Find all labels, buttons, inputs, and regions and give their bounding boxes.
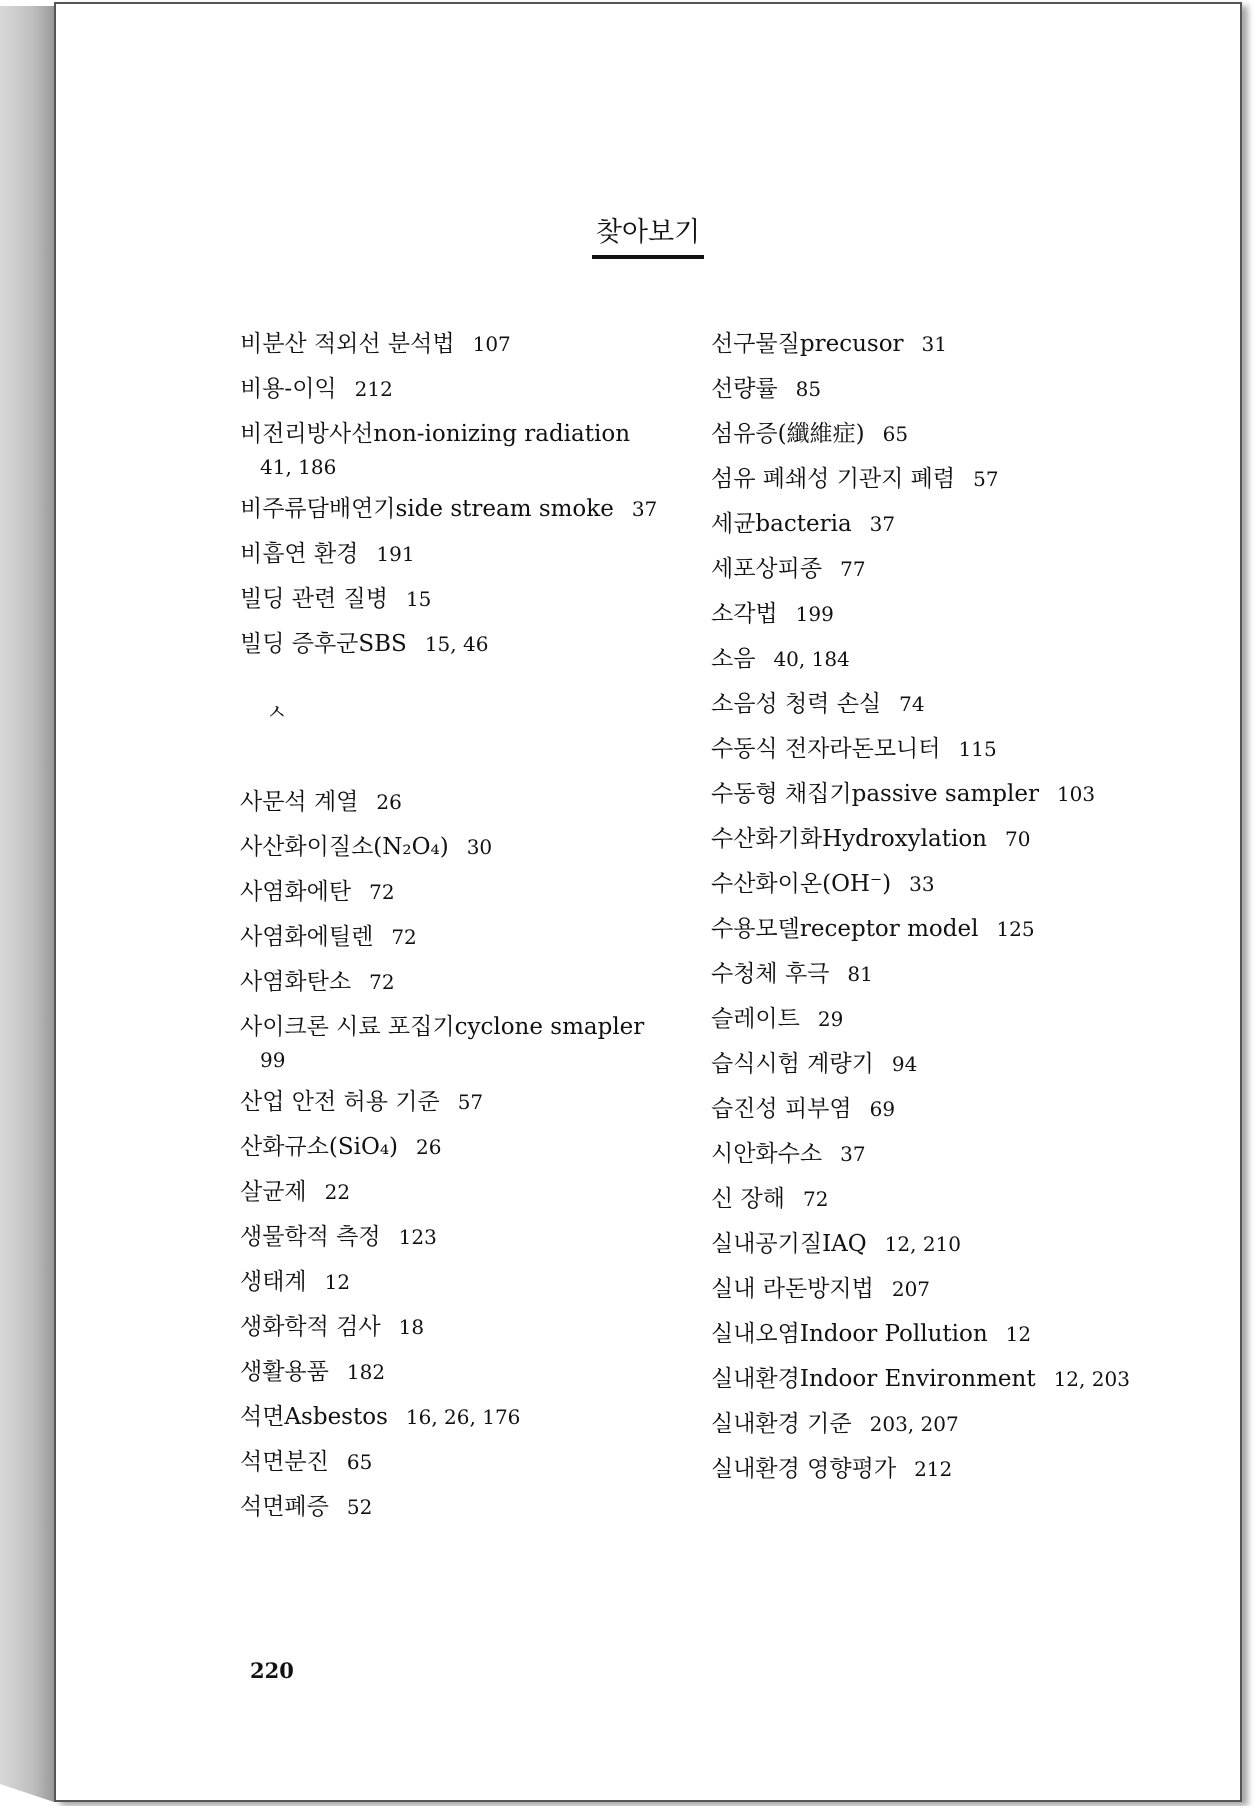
entry-term: 실내환경Indoor Environment xyxy=(711,1366,1036,1392)
left-column xyxy=(240,322,740,1530)
index-entry xyxy=(240,1395,740,1440)
entry-term: 슬레이트 xyxy=(711,1006,800,1032)
index-entry xyxy=(240,780,740,825)
entry-term: 생화학적 검사 xyxy=(240,1314,381,1340)
entry-term: 빌딩 관련 질병 xyxy=(240,586,388,612)
entry-term: 살균제 xyxy=(240,1179,307,1205)
index-entry xyxy=(240,322,740,367)
entry-pages: 74 xyxy=(899,692,925,716)
entry-term: 석면Asbestos xyxy=(240,1404,388,1430)
index-entry xyxy=(711,772,1231,817)
entry-term: 선량률 xyxy=(711,376,778,402)
entry-pages: 81 xyxy=(847,962,873,986)
entry-term: 섬유증(纖維症) xyxy=(711,421,865,447)
entry-pages: 107 xyxy=(472,332,511,356)
entry-term: 비전리방사선non-ionizing radiation xyxy=(240,421,631,447)
entry-pages: 99 xyxy=(260,1048,286,1072)
book-spine xyxy=(0,6,54,1802)
entry-term: 실내공기질IAQ xyxy=(711,1231,867,1257)
entry-term: 사염화에탄 xyxy=(240,879,352,905)
entry-term: 실내오염Indoor Pollution xyxy=(711,1321,988,1347)
entry-term: 시안화수소 xyxy=(711,1141,823,1167)
index-entry xyxy=(240,1170,740,1215)
entry-pages: 52 xyxy=(346,1495,373,1519)
index-entry xyxy=(711,1042,1231,1087)
entry-pages: 70 xyxy=(1005,827,1031,851)
index-entry xyxy=(240,1260,740,1305)
entry-term: 신 장해 xyxy=(711,1186,785,1212)
entry-term: 세균bacteria xyxy=(711,511,852,537)
entry-pages: 40, 184 xyxy=(773,647,850,671)
entry-pages: 57 xyxy=(973,467,999,491)
entry-pages: 65 xyxy=(882,422,909,446)
entry-pages: 72 xyxy=(369,880,395,904)
entry-pages: 16, 26, 176 xyxy=(405,1405,521,1429)
entry-pages: 212 xyxy=(914,1457,953,1481)
index-entry xyxy=(240,870,740,915)
entry-pages: 12 xyxy=(1005,1322,1032,1346)
index-entry xyxy=(240,367,740,412)
entry-term: 수산화기화Hydroxylation xyxy=(711,826,987,852)
index-entry xyxy=(240,1305,740,1350)
entry-pages: 72 xyxy=(802,1187,829,1211)
entry-pages: 15, 46 xyxy=(424,632,489,656)
entry-term: 선구물질precusor xyxy=(711,331,904,357)
index-entry xyxy=(240,960,740,1005)
index-entry xyxy=(240,622,740,667)
entry-term: 사염화탄소 xyxy=(240,969,352,995)
entry-term: 섬유 폐쇄성 기관지 폐렴 xyxy=(711,466,956,492)
entry-term: 석면폐증 xyxy=(240,1494,329,1520)
entry-term: 사염화에틸렌 xyxy=(240,924,374,950)
entry-term: 석면분진 xyxy=(240,1449,329,1475)
index-entry xyxy=(711,1357,1231,1402)
entry-term: 실내환경 기준 xyxy=(711,1411,852,1437)
entry-pages: 207 xyxy=(891,1277,931,1301)
index-entry xyxy=(711,457,1231,502)
entry-pages: 212 xyxy=(354,377,393,401)
entry-term: 수동식 전자라돈모니터 xyxy=(711,736,941,762)
index-entry xyxy=(711,547,1231,592)
entry-term: 습진성 피부염 xyxy=(711,1096,852,1122)
index-entry xyxy=(240,577,740,622)
index-entry xyxy=(240,532,740,577)
index-entry xyxy=(240,1485,740,1530)
index-entry xyxy=(240,1350,740,1395)
index-entry xyxy=(711,502,1231,547)
index-entry xyxy=(711,1087,1231,1132)
index-entry xyxy=(711,817,1231,862)
index-page xyxy=(54,2,1242,1802)
entry-pages: 33 xyxy=(909,872,935,896)
index-entry xyxy=(240,1440,740,1485)
entry-pages: 69 xyxy=(869,1097,896,1121)
entry-term: 수청체 후극 xyxy=(711,961,830,987)
entry-pages: 15 xyxy=(405,587,432,611)
entry-pages: 37 xyxy=(631,497,658,521)
entry-pages: 57 xyxy=(457,1090,484,1114)
entry-pages: 191 xyxy=(376,542,415,566)
entry-pages: 12 xyxy=(324,1270,351,1294)
index-entry xyxy=(711,1222,1231,1267)
entry-term: 생태계 xyxy=(240,1269,307,1295)
entry-term: 비분산 적외선 분석법 xyxy=(240,331,455,357)
entry-pages: 65 xyxy=(346,1450,373,1474)
index-entry xyxy=(711,412,1231,457)
entry-pages: 37 xyxy=(869,512,896,536)
index-entry xyxy=(240,1215,740,1260)
index-entry xyxy=(240,825,740,870)
entry-term: 소음 xyxy=(711,646,756,672)
index-entry xyxy=(711,1402,1231,1447)
page-number: 220 xyxy=(250,1658,294,1683)
entry-pages: 18 xyxy=(398,1315,425,1339)
entry-term: 산화규소(SiO₄) xyxy=(240,1134,399,1160)
section-letter: ㅅ xyxy=(266,701,288,726)
entry-pages: 12, 210 xyxy=(884,1232,961,1256)
entry-term: 소음성 청력 손실 xyxy=(711,691,882,717)
index-entry xyxy=(240,1125,740,1170)
index-entry xyxy=(711,907,1231,952)
entry-pages: 31 xyxy=(921,332,947,356)
entry-term: 생물학적 측정 xyxy=(240,1224,381,1250)
index-entry xyxy=(240,915,740,960)
entry-pages: 103 xyxy=(1056,782,1096,806)
entry-term: 사이크론 시료 포집기cyclone smapler xyxy=(240,1014,645,1040)
right-column xyxy=(711,322,1231,1492)
entry-pages: 12, 203 xyxy=(1053,1367,1130,1391)
entry-term: 습식시험 계량기 xyxy=(711,1051,874,1077)
entry-term: 비주류담배연기side stream smoke xyxy=(240,496,614,522)
entry-pages: 115 xyxy=(958,737,997,761)
entry-pages: 22 xyxy=(324,1180,351,1204)
entry-term: 수동형 채집기passive sampler xyxy=(711,781,1039,807)
entry-pages: 29 xyxy=(817,1007,844,1031)
index-entry xyxy=(711,727,1231,772)
entry-term: 소각법 xyxy=(711,601,778,627)
index-entry xyxy=(711,592,1231,637)
entry-pages: 41, 186 xyxy=(260,455,337,479)
entry-term: 세포상피종 xyxy=(711,556,823,582)
entry-pages: 77 xyxy=(840,557,866,581)
entry-term: 산업 안전 허용 기준 xyxy=(240,1089,440,1115)
entry-term: 빌딩 증후군SBS xyxy=(240,631,407,657)
entry-pages: 30 xyxy=(466,835,493,859)
index-entry xyxy=(711,682,1231,727)
index-entry xyxy=(711,862,1231,907)
index-entry xyxy=(711,322,1231,367)
entry-term: 수산화이온(OH⁻) xyxy=(711,871,892,897)
entry-pages: 94 xyxy=(891,1052,918,1076)
entry-pages: 72 xyxy=(369,970,395,994)
index-entry xyxy=(711,1447,1231,1492)
index-entry xyxy=(711,367,1231,412)
entry-term: 실내 라돈방지법 xyxy=(711,1276,874,1302)
entry-pages: 125 xyxy=(996,917,1035,941)
entry-pages: 85 xyxy=(795,377,822,401)
page-title: 찾아보기 xyxy=(56,210,1240,259)
index-entry xyxy=(240,1080,740,1125)
index-entry xyxy=(711,997,1231,1042)
index-entry xyxy=(711,952,1231,997)
index-entry xyxy=(711,1177,1231,1222)
entry-term: 실내환경 영향평가 xyxy=(711,1456,897,1482)
entry-pages: 203, 207 xyxy=(869,1412,959,1436)
index-entry xyxy=(711,1132,1231,1177)
index-entry xyxy=(711,637,1231,682)
entry-term: 사산화이질소(N₂O₄) xyxy=(240,834,449,860)
entry-term: 수용모델receptor model xyxy=(711,916,979,942)
entry-pages: 72 xyxy=(391,925,417,949)
index-entry xyxy=(240,487,740,532)
entry-term: 비흡연 환경 xyxy=(240,541,359,567)
entry-term: 사문석 계열 xyxy=(240,789,359,815)
entry-pages: 26 xyxy=(416,1135,442,1159)
entry-pages: 26 xyxy=(376,790,402,814)
section-spacer xyxy=(240,667,740,691)
entry-term: 생활용품 xyxy=(240,1359,329,1385)
entry-pages: 37 xyxy=(840,1142,866,1166)
entry-pages: 199 xyxy=(795,602,834,626)
entry-pages: 123 xyxy=(398,1225,437,1249)
index-entry xyxy=(711,1312,1231,1357)
entry-pages: 182 xyxy=(346,1360,386,1384)
entry-term: 비용-이익 xyxy=(240,376,337,402)
index-entry xyxy=(711,1267,1231,1312)
